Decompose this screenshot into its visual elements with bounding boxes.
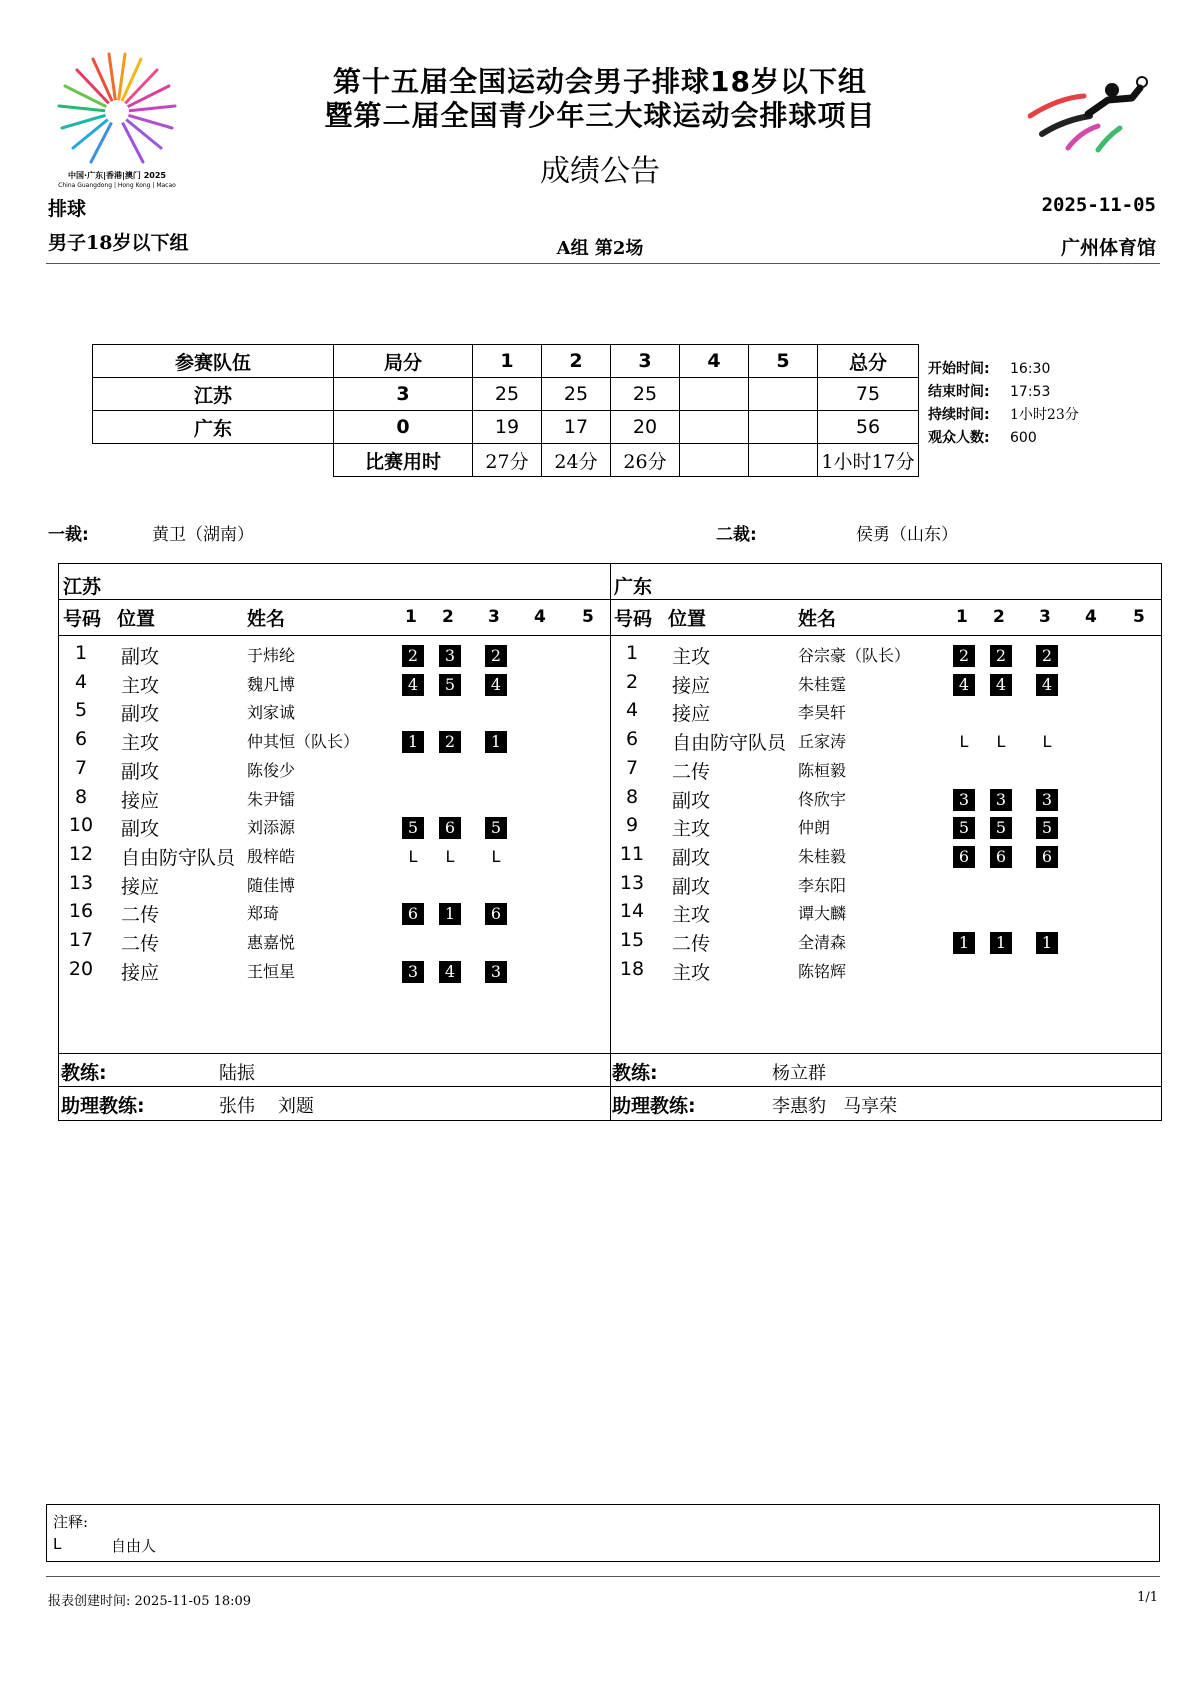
teams-header: 参赛队伍 (93, 345, 334, 378)
player-row (612, 929, 1160, 957)
player-row (612, 728, 1160, 756)
player-position: 主攻 (672, 818, 711, 841)
player-name: 仲朗 (798, 818, 831, 838)
team2-set3: 20 (611, 411, 680, 444)
score-row-team2 (93, 411, 919, 444)
player-number: 6 (625, 728, 639, 751)
team-roster-jiangsu (61, 564, 609, 1120)
notes-label: 注释: (53, 1513, 89, 1531)
lineup-set-3: 6 (1036, 846, 1058, 868)
team1-set3: 25 (611, 378, 680, 411)
player-row (612, 872, 1160, 900)
page-subtitle: 成绩公告 (540, 154, 660, 189)
set4-header: 4 (680, 345, 749, 378)
first-referee-label: 一裁: (48, 525, 89, 545)
player-number: 12 (68, 842, 94, 865)
player-position: 接应 (121, 961, 160, 984)
duration-set1: 27分 (473, 444, 542, 477)
total-header: 总分 (818, 345, 919, 378)
player-number: 4 (74, 670, 88, 693)
player-number: 13 (619, 871, 645, 894)
assistant-names: 李惠豹 马享荣 (772, 1096, 898, 1117)
player-name: 随佳博 (247, 875, 296, 895)
player-position: 副攻 (672, 846, 711, 869)
player-name: 谷宗豪（队长） (798, 646, 911, 665)
lineup-set-3: 4 (485, 674, 507, 696)
duration-set4 (680, 444, 749, 477)
footer (48, 1590, 1158, 1609)
col-header-set-1: 1 (956, 607, 968, 627)
lineup-set-3: 6 (485, 903, 507, 925)
player-number: 17 (68, 929, 94, 951)
set1-header: 1 (473, 345, 542, 378)
player-name: 刘添源 (247, 818, 296, 838)
player-name: 殷梓皓 (247, 846, 296, 866)
lineup-set-2: 4 (439, 961, 461, 983)
col-header-set-2: 2 (442, 607, 454, 627)
logo-text: 中国·广东|香港|澳门 2025 (68, 171, 166, 180)
player-row (612, 958, 1160, 986)
lineup-set-1: 5 (402, 817, 424, 839)
duration-row (93, 444, 919, 477)
player-number: 7 (625, 756, 639, 779)
match-label: A组 第2场 (556, 238, 644, 259)
lineup-set-2: 2 (439, 731, 461, 753)
team1-set4 (680, 378, 749, 411)
col-header-set-2: 2 (993, 607, 1005, 627)
player-name: 全清森 (798, 933, 847, 952)
start-time: 开始时间: 16:30 (928, 361, 1051, 377)
set2-header: 2 (542, 345, 611, 378)
player-number: 18 (619, 957, 645, 980)
player-position: 自由防守队员 (121, 846, 236, 869)
player-name: 陈俊少 (247, 760, 296, 780)
roster-panel (58, 563, 1162, 1121)
score-header-row (93, 345, 919, 378)
player-row (612, 642, 1160, 670)
player-row (61, 786, 609, 814)
player-number: 15 (619, 929, 645, 951)
player-row (61, 929, 609, 957)
lineup-set-2: 3 (439, 645, 461, 667)
sport-label: 排球 (48, 198, 87, 220)
coach-label: 教练: (61, 1062, 107, 1084)
team1-total: 75 (818, 378, 919, 411)
duration-set2: 24分 (542, 444, 611, 477)
assistant-label: 助理教练: (612, 1095, 696, 1117)
player-row (612, 757, 1160, 785)
lineup-set-3: 5 (1036, 817, 1058, 839)
player-name: 刘家诚 (247, 703, 296, 723)
team2-total: 56 (818, 411, 919, 444)
lineup-set-2: L (445, 846, 455, 866)
player-name: 惠嘉悦 (247, 933, 296, 952)
team1-name: 江苏 (93, 378, 334, 411)
col-header-pos: 位置 (668, 608, 707, 630)
team1-set1: 25 (473, 378, 542, 411)
set3-header: 3 (611, 345, 680, 378)
player-position: 二传 (672, 933, 711, 955)
duration-spacer (93, 444, 334, 477)
col-header-pos: 位置 (117, 608, 156, 630)
lineup-set-2: 4 (990, 674, 1012, 696)
player-number: 16 (68, 900, 94, 923)
notes-box (46, 1504, 1160, 1562)
player-row (61, 699, 609, 727)
assistant-row (61, 1091, 609, 1119)
lineup-set-1: 6 (402, 903, 424, 925)
lineup-set-3: 1 (485, 731, 507, 753)
coach-row (61, 1058, 609, 1086)
player-position: 接应 (672, 674, 711, 697)
team-roster-guangdong (612, 564, 1160, 1120)
set5-header: 5 (749, 345, 818, 378)
sets-won-header: 局分 (334, 345, 473, 378)
player-position: 主攻 (672, 961, 711, 984)
lineup-set-1: 3 (402, 961, 424, 983)
col-header-name: 姓名 (247, 608, 286, 630)
lineup-set-2: 1 (439, 903, 461, 925)
end-time: 结束时间: 17:53 (928, 384, 1051, 400)
lineup-set-2: 2 (990, 645, 1012, 667)
player-position: 副攻 (121, 646, 160, 668)
col-header-num: 号码 (63, 608, 102, 630)
player-number: 11 (619, 842, 645, 865)
col-header-set-3: 3 (488, 607, 500, 627)
team1-set5 (749, 378, 818, 411)
player-row (61, 843, 609, 871)
duration-total: 1小时17分 (818, 444, 919, 477)
duration-label: 比赛用时 (334, 444, 473, 477)
player-row (61, 671, 609, 699)
lineup-set-2: 1 (990, 932, 1012, 954)
player-name: 仲其恒（队长） (247, 732, 360, 752)
player-name: 李东阳 (798, 875, 847, 895)
lineup-set-1: 3 (953, 789, 975, 811)
coach-name: 杨立群 (772, 1063, 826, 1084)
player-row (612, 900, 1160, 928)
player-number: 13 (68, 871, 94, 894)
spectators: 观众人数: 600 (928, 430, 1037, 446)
player-row (612, 671, 1160, 699)
lineup-set-1: 5 (953, 817, 975, 839)
team2-set2: 17 (542, 411, 611, 444)
player-row (61, 728, 609, 756)
lineup-set-1: 1 (402, 731, 424, 753)
player-position: 二传 (672, 760, 711, 783)
player-number: 5 (74, 699, 88, 722)
assistant-row (612, 1091, 1160, 1119)
lineup-set-2: 5 (439, 674, 461, 696)
player-number: 9 (625, 814, 639, 837)
player-number: 8 (625, 785, 639, 808)
lineup-set-3: L (491, 846, 501, 866)
player-name: 朱尹镭 (247, 789, 296, 809)
player-number: 6 (74, 728, 88, 751)
duration-set5 (749, 444, 818, 477)
col-header-set-1: 1 (405, 607, 417, 627)
player-position: 自由防守队员 (672, 732, 787, 755)
lineup-set-1: 2 (402, 645, 424, 667)
player-row (612, 699, 1160, 727)
col-header-set-4: 4 (1085, 607, 1097, 627)
team1-sets-won: 3 (334, 378, 473, 411)
col-header-set-5: 5 (1133, 607, 1145, 627)
player-position: 接应 (672, 703, 711, 726)
player-position: 接应 (121, 789, 160, 812)
col-header-set-5: 5 (582, 607, 594, 627)
player-position: 主攻 (672, 646, 711, 668)
lineup-set-2: 3 (990, 789, 1012, 811)
lineup-set-3: L (1042, 732, 1052, 752)
lineup-set-3: 3 (485, 961, 507, 983)
lineup-set-1: 1 (953, 932, 975, 954)
player-number: 2 (625, 670, 639, 693)
team2-set1: 19 (473, 411, 542, 444)
lineup-set-1: 2 (953, 645, 975, 667)
lineup-set-2: 6 (439, 817, 461, 839)
notes-key: L (53, 1535, 62, 1553)
player-position: 二传 (121, 904, 160, 927)
player-position: 副攻 (121, 818, 160, 841)
assistant-names: 张伟 刘题 (219, 1096, 314, 1117)
lineup-set-3: 4 (1036, 674, 1058, 696)
player-name: 魏凡博 (247, 674, 296, 694)
lineup-set-3: 2 (485, 645, 507, 667)
lineup-set-1: L (959, 732, 969, 752)
player-position: 主攻 (121, 732, 160, 755)
lineup-set-1: L (408, 846, 418, 866)
lineup-set-1: 4 (953, 674, 975, 696)
roster-divider (610, 564, 611, 1120)
team-name: 广东 (614, 576, 653, 598)
player-name: 谭大麟 (798, 904, 847, 924)
header-divider (46, 263, 1160, 264)
lineup-set-2: 6 (990, 846, 1012, 868)
col-header-num: 号码 (614, 608, 653, 630)
coach-name: 陆振 (219, 1063, 255, 1084)
player-number: 1 (74, 642, 88, 664)
player-name: 李昊轩 (798, 703, 847, 723)
player-position: 二传 (121, 933, 160, 955)
logo-subtext: China Guangdong | Hong Kong | Macao (58, 182, 176, 189)
player-number: 4 (625, 699, 639, 722)
player-name: 朱桂毅 (798, 846, 847, 866)
page-title-line2: 暨第二届全国青少年三大球运动会排球项目 (324, 99, 876, 132)
team2-sets-won: 0 (334, 411, 473, 444)
player-row (61, 900, 609, 928)
team2-name: 广东 (93, 411, 334, 444)
second-referee-label: 二裁: (716, 525, 757, 545)
second-referee: 侯勇（山东） (856, 525, 958, 545)
player-row (61, 958, 609, 986)
player-number: 20 (68, 957, 94, 980)
team1-set2: 25 (542, 378, 611, 411)
player-name: 佟欣宇 (798, 789, 847, 809)
player-position: 副攻 (121, 703, 160, 726)
player-position: 副攻 (672, 789, 711, 812)
assistant-label: 助理教练: (61, 1095, 145, 1117)
venue-label: 广州体育馆 (1060, 237, 1156, 259)
lineup-set-1: 4 (402, 674, 424, 696)
page-number: 1/1 (1137, 1590, 1158, 1605)
category-label: 男子18岁以下组 (48, 232, 189, 254)
duration-set3: 26分 (611, 444, 680, 477)
player-number: 7 (74, 756, 88, 779)
player-name: 朱桂霆 (798, 674, 847, 694)
footer-divider (46, 1576, 1160, 1577)
lineup-set-3: 3 (1036, 789, 1058, 811)
coach-label: 教练: (612, 1062, 658, 1084)
team2-set5 (749, 411, 818, 444)
player-row (61, 872, 609, 900)
player-position: 副攻 (121, 760, 160, 783)
player-number: 14 (619, 900, 645, 923)
player-name: 王恒星 (247, 961, 296, 981)
col-header-name: 姓名 (798, 608, 837, 630)
lineup-set-2: L (996, 732, 1006, 752)
player-position: 接应 (121, 875, 160, 898)
player-name: 郑琦 (247, 904, 280, 924)
col-header-set-4: 4 (534, 607, 546, 627)
team2-set4 (680, 411, 749, 444)
player-name: 陈铭辉 (798, 961, 847, 981)
score-table (92, 344, 919, 477)
col-header-set-3: 3 (1039, 607, 1051, 627)
player-position: 副攻 (672, 875, 711, 898)
first-referee: 黄卫（湖南） (152, 525, 254, 545)
match-duration: 持续时间: 1小时23分 (928, 407, 1079, 423)
player-row (61, 757, 609, 785)
player-row (612, 843, 1160, 871)
page-title-line1: 第十五届全国运动会男子排球18岁以下组 (333, 65, 867, 98)
player-row (61, 814, 609, 842)
player-row (61, 642, 609, 670)
player-name: 陈桓毅 (798, 760, 847, 780)
lineup-set-3: 1 (1036, 932, 1058, 954)
lineup-set-1: 6 (953, 846, 975, 868)
coach-row (612, 1058, 1160, 1086)
lineup-set-2: 5 (990, 817, 1012, 839)
lineup-set-3: 5 (485, 817, 507, 839)
lineup-set-3: 2 (1036, 645, 1058, 667)
score-row-team1 (93, 378, 919, 411)
player-name: 丘家涛 (798, 732, 847, 752)
player-row (612, 786, 1160, 814)
player-name: 于炜纶 (247, 646, 296, 665)
player-number: 1 (625, 642, 639, 664)
team-name: 江苏 (63, 576, 102, 598)
report-created: 报表创建时间: 2025-11-05 18:09 (48, 1594, 252, 1609)
player-row (612, 814, 1160, 842)
notes-desc: 自由人 (111, 1537, 157, 1555)
player-position: 主攻 (672, 904, 711, 927)
report-date: 2025-11-05 (1041, 194, 1156, 216)
player-position: 主攻 (121, 674, 160, 697)
player-number: 10 (68, 814, 94, 837)
player-number: 8 (74, 785, 88, 808)
